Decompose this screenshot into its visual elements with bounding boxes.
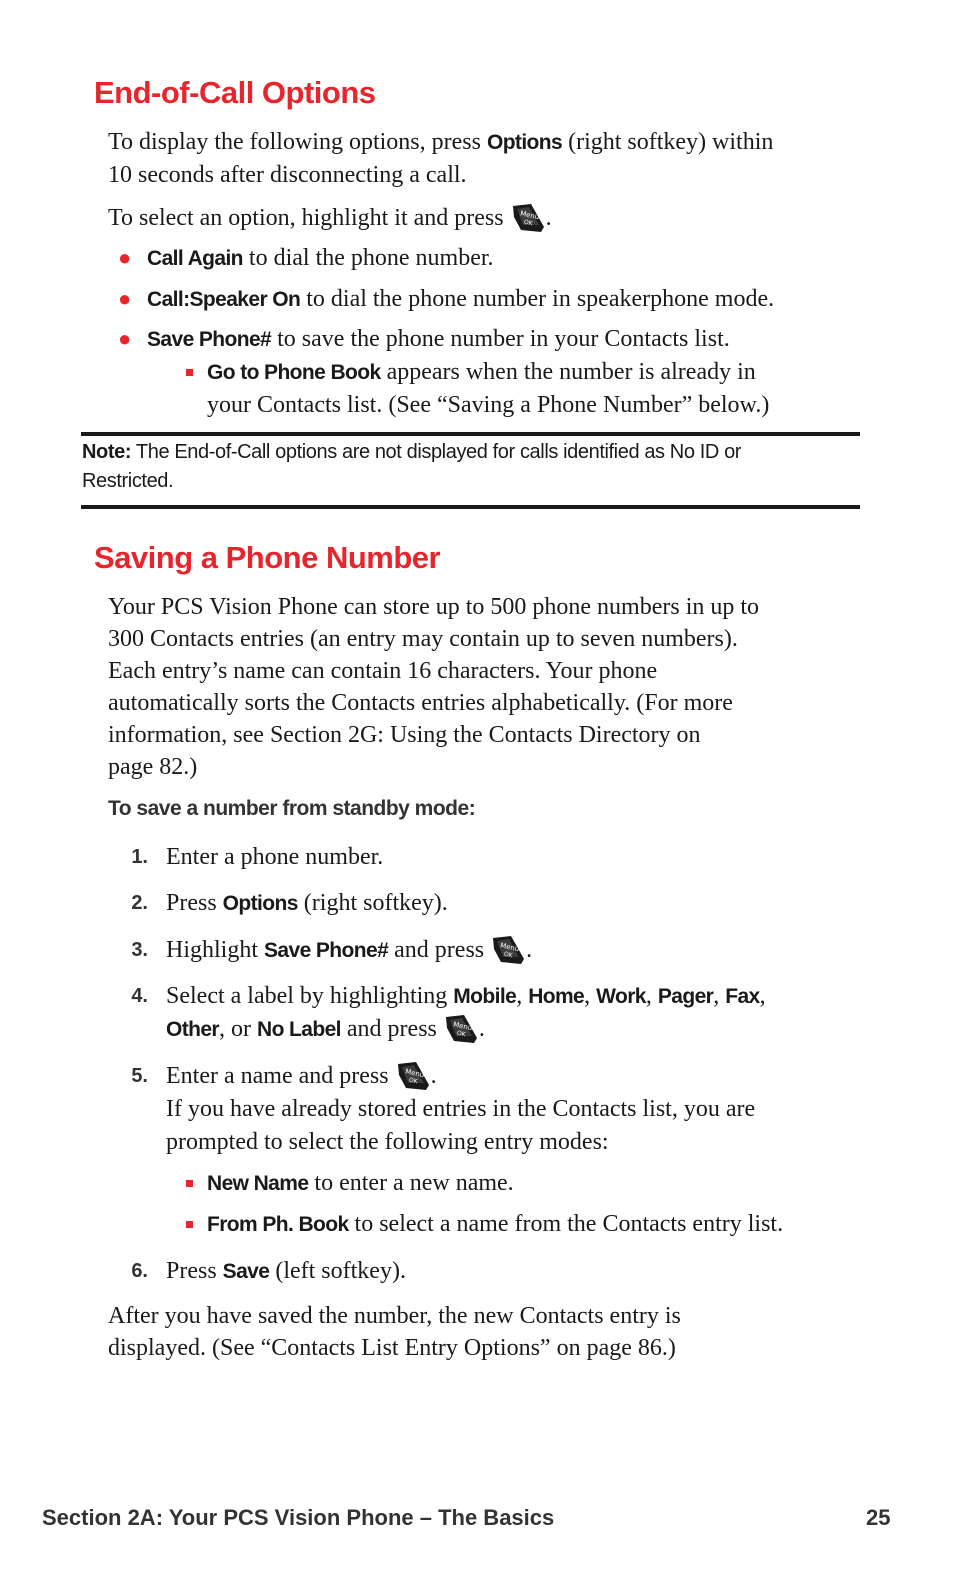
sub-bullet-text: appears when the number is already in	[380, 359, 756, 385]
bullet-icon: ●	[118, 245, 132, 270]
note-text-2: Restricted.	[82, 470, 174, 492]
para-line: automatically sorts the Contacts entries alphabetically. (For more	[108, 690, 733, 716]
sub-bullet-text: to enter a new name.	[308, 1170, 514, 1196]
step-number: 5.	[131, 1065, 148, 1087]
sub-bullet-from-ph-book	[207, 1208, 783, 1241]
section-title-end-of-call: End-of-Call Options	[94, 75, 376, 110]
step-number: 2.	[131, 892, 148, 914]
options-keyword: Options	[486, 131, 563, 154]
step-3	[166, 934, 532, 967]
step-end: .	[430, 1063, 437, 1089]
sep: ,	[645, 983, 658, 1009]
or-text: , or	[219, 1016, 258, 1042]
sub-bullet-bold: Go to Phone Book	[207, 361, 381, 384]
note-text: The End-of-Call options are not displayed for calls identified as No ID or	[131, 441, 742, 463]
note-label: Note:	[82, 441, 132, 463]
footer-section-label: Section 2A: Your PCS Vision Phone – The Basics	[42, 1505, 555, 1530]
step-text-2: (left softkey).	[269, 1258, 406, 1284]
saving-paragraph	[108, 591, 868, 783]
bullet-bold: Call:Speaker On	[147, 288, 301, 311]
para-line: Your PCS Vision Phone can store up to 500 phone numbers in up to	[108, 594, 760, 620]
step-text-2: and press	[340, 1016, 443, 1042]
step-number: 6.	[131, 1260, 148, 1282]
step-number: 1.	[131, 846, 148, 868]
step-number: 3.	[131, 939, 148, 961]
procedure-title: To save a number from standby mode:	[108, 797, 476, 820]
para-line: Each entry’s name can contain 16 characters. Your phone	[108, 658, 658, 684]
step-5	[166, 1060, 755, 1159]
step-4-line-2	[166, 1013, 485, 1046]
step-end: .	[478, 1016, 485, 1042]
select-text: To select an option, highlight it and press	[108, 205, 510, 231]
sub-bullet-text-2: your Contacts list. (See “Saving a Phone Number” below.)	[207, 392, 770, 418]
bullet-icon: ●	[118, 286, 132, 311]
intro-text: To display the following options, press	[108, 129, 487, 155]
step-6	[166, 1255, 406, 1288]
step-4: Select a label by highlighting Mobile, Home, Work, Pager, Fax,	[166, 983, 766, 1009]
bullet-call-speaker-on	[147, 283, 774, 316]
step-end: .	[526, 937, 533, 963]
step-bold: Options	[222, 892, 298, 915]
note-bottom-rule	[81, 505, 860, 509]
label-other: Other	[166, 1018, 220, 1041]
step-5-line-3: prompted to select the following entry modes:	[166, 1129, 609, 1155]
label-pager: Pager	[657, 985, 714, 1008]
step-text: Select a label by highlighting	[166, 983, 454, 1009]
menu-ok-key-icon	[444, 1014, 478, 1044]
para-line: information, see Section 2G: Using the Contacts Directory on	[108, 722, 701, 748]
label-work: Work	[596, 985, 646, 1008]
page-number: 25	[866, 1505, 891, 1530]
sub-bullet-bold: New Name	[207, 1172, 309, 1195]
step-number: 4.	[131, 985, 148, 1007]
label-mobile: Mobile	[453, 985, 517, 1008]
square-bullet-icon	[186, 1221, 193, 1228]
square-bullet-icon	[186, 1180, 193, 1187]
intro-text-3: 10 seconds after disconnecting a call.	[108, 162, 467, 188]
step-text-2: and press	[388, 937, 491, 963]
bullet-bold: Save Phone#	[147, 328, 272, 351]
para-line: 300 Contacts entries (an entry may contain up to seven numbers).	[108, 626, 738, 652]
note-top-rule	[81, 432, 860, 436]
sub-bullet-bold: From Ph. Book	[207, 1213, 349, 1236]
intro-text-2: (right softkey) within	[562, 129, 774, 155]
step-2	[166, 887, 448, 920]
bullet-text: to dial the phone number in speakerphone mode.	[300, 286, 775, 312]
step-text-2: (right softkey).	[297, 890, 448, 916]
bullet-text: to dial the phone number.	[242, 245, 494, 271]
label-fax: Fax	[725, 985, 760, 1008]
step-5-line-2: If you have already stored entries in the Contacts list, you are	[166, 1096, 756, 1122]
section-title-saving-phone-number: Saving a Phone Number	[94, 540, 441, 575]
menu-ok-key-icon	[396, 1061, 430, 1091]
sep: ,	[516, 983, 529, 1009]
label-no-label: No Label	[257, 1018, 341, 1041]
step-1: Enter a phone number.	[166, 844, 384, 870]
step-text: Press	[166, 890, 223, 916]
menu-ok-key-icon	[491, 935, 525, 965]
step-bold: Save	[222, 1260, 270, 1283]
square-bullet-icon	[186, 369, 193, 376]
sub-bullet-new-name	[207, 1167, 514, 1200]
bullet-call-again	[147, 242, 494, 275]
closing-paragraph	[108, 1300, 868, 1364]
closing-line: displayed. (See “Contacts List Entry Options” on page 86.)	[108, 1335, 676, 1361]
bullet-save-phone	[147, 323, 730, 356]
bullet-icon: ●	[118, 326, 132, 351]
step-text: Enter a name and press	[166, 1063, 395, 1089]
sub-bullet-go-to-phone-book	[207, 356, 769, 421]
closing-line: After you have saved the number, the new Contacts entry is	[108, 1303, 681, 1329]
sep: ,	[713, 983, 726, 1009]
label-home: Home	[528, 985, 585, 1008]
bullet-text: to save the phone number in your Contacts list.	[271, 326, 730, 352]
note-box	[82, 438, 842, 496]
intro-paragraph	[108, 126, 868, 191]
menu-ok-key-icon	[511, 203, 545, 233]
select-end: .	[545, 205, 552, 231]
select-instruction	[108, 202, 868, 234]
sep: ,	[584, 983, 597, 1009]
bullet-bold: Call Again	[147, 247, 243, 270]
para-line: page 82.)	[108, 754, 198, 780]
step-bold: Save Phone#	[264, 939, 389, 962]
step-text: Highlight	[166, 937, 265, 963]
step-text: Press	[166, 1258, 223, 1284]
sub-bullet-text: to select a name from the Contacts entry list.	[348, 1211, 784, 1237]
